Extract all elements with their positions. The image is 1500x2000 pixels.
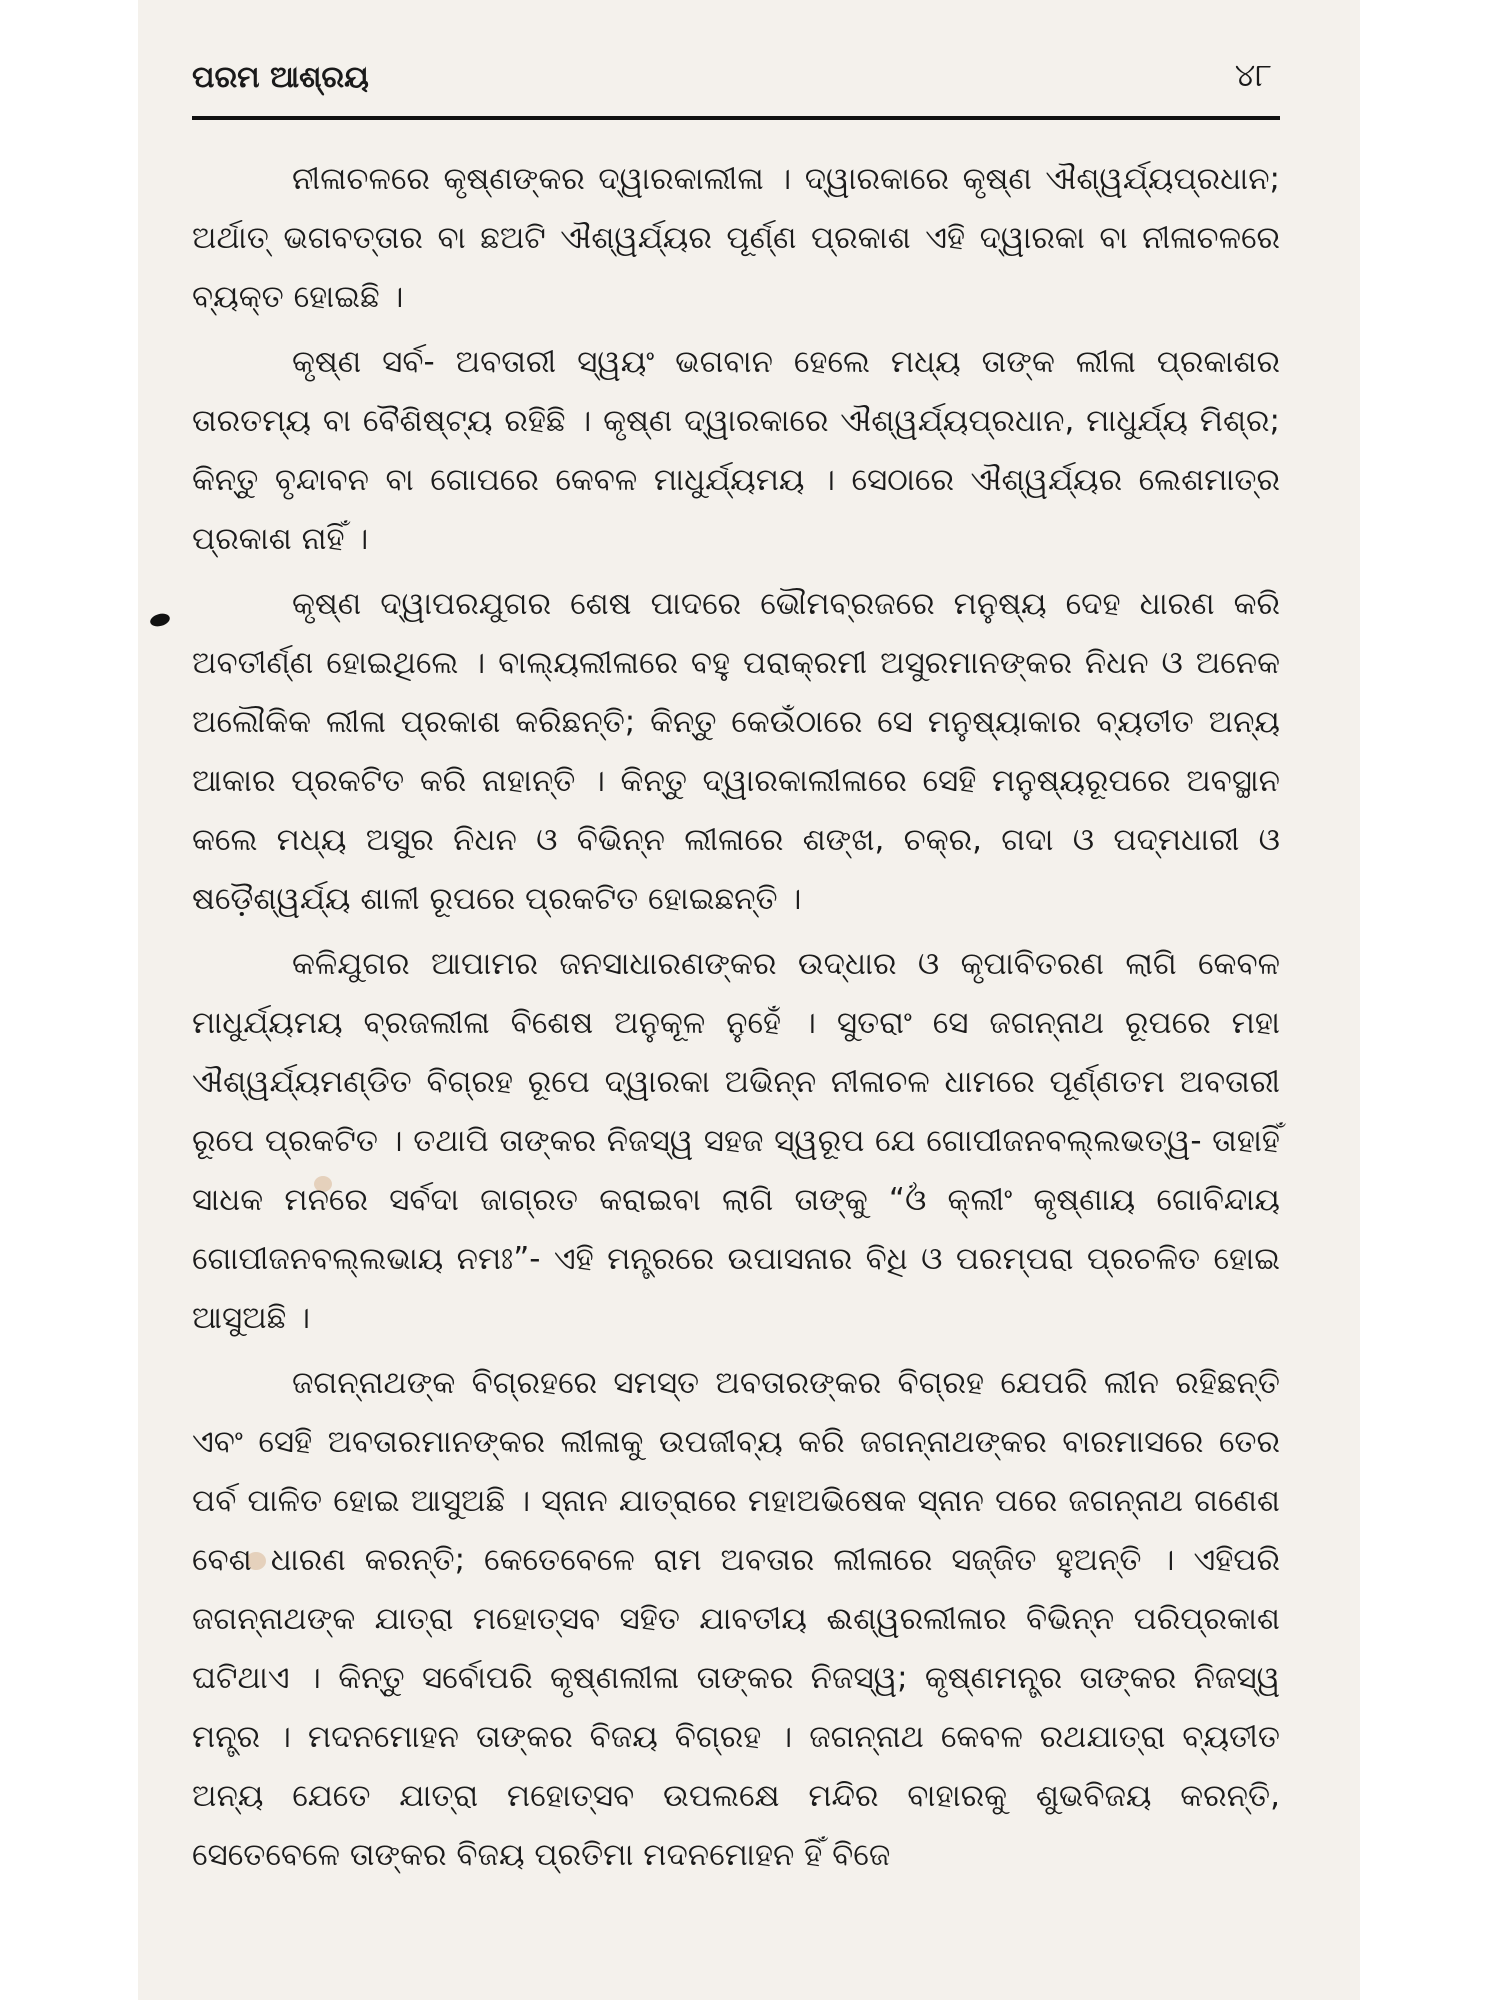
page-number: ୪୮ <box>1234 56 1272 94</box>
paragraph: କୃଷ୍ଣ ସର୍ବ- ଅବତାରୀ ସ୍ୱୟଂ ଭଗବାନ ହେଲେ ମଧ୍ୟ ତାଙ୍କ ଲୀଳା ପ୍ରକାଶର ତାରତମ୍ୟ ବା ବୈଶିଷ୍ଟ୍ୟ ରହିଛି । କୃଷ୍ଣ ଦ୍ୱାରକାରେ ଐଶ୍ୱର୍ଯ୍ୟପ୍ରଧାନ, ମାଧୁର୍ଯ୍ୟ ମିଶ୍ର; କିନ୍ତୁ ବୃନ୍ଦାବନ ବା ଗୋପରେ କେବଳ ମାଧୁର୍ଯ୍ୟମୟ । ସେଠାରେ ଐଶ୍ୱର୍ଯ୍ୟର ଲେଶମାତ୍ର ପ୍ରକାଶ ନାହିଁ । <box>192 344 1280 557</box>
paragraph: ଜଗନ୍ନାଥଙ୍କ ବିଗ୍ରହରେ ସମସ୍ତ ଅବତାରଙ୍କର ବିଗ୍ରହ ଯେପରି ଲୀନ ରହିଛନ୍ତି ଏବଂ ସେହି ଅବତାରମାନଙ୍କର ଲୀଳାକୁ ଉପଜୀବ୍ୟ କରି ଜଗନ୍ନାଥଙ୍କର ବାରମାସରେ ତେର ପର୍ବ ପାଳିତ ହୋଇ ଆସୁଅଛି । ସ୍ନାନ ଯାତ୍ରାରେ ମହାଅଭିଷେକ ସ୍ନାନ ପରେ ଜଗନ୍ନାଥ ଗଣେଶ ବେଶ ଧାରଣ କରନ୍ତି; କେତେବେଳେ ରାମ ଅବତାର ଲୀଳାରେ ସଜ୍ଜିତ ହୁଅନ୍ତି । ଏହିପରି ଜଗନ୍ନାଥଙ୍କ ଯାତ୍ରା ମହୋତ୍ସବ ସହିତ ଯାବତୀୟ ଈଶ୍ୱରଲୀଳାର ବିଭିନ୍ନ ପରିପ୍ରକାଶ ଘଟିଥାଏ । କିନ୍ତୁ ସର୍ବୋପରି କୃଷ୍ଣଲୀଳା ତାଙ୍କର ନିଜସ୍ୱ; କୃଷ୍ଣମନ୍ତ୍ର ତାଙ୍କର ନିଜସ୍ୱ ମନ୍ତ୍ର । ମଦନମୋହନ ତାଙ୍କର ବିଜୟ ବିଗ୍ରହ । ଜଗନ୍ନାଥ କେବଳ ରଥଯାତ୍ରା ବ୍ୟତୀତ ଅନ୍ୟ ଯେତେ ଯାତ୍ରା ମହୋତ୍ସବ ଉପଲକ୍ଷେ ମନ୍ଦିର ବାହାରକୁ ଶୁଭବିଜୟ କରନ୍ତି, ସେତେବେଳେ ତାଙ୍କର ବିଜୟ ପ୍ରତିମା ମଦନମୋହନ ହିଁ ବିଜେ <box>192 1365 1280 1873</box>
header-rule <box>192 116 1280 120</box>
running-header <box>192 52 1280 112</box>
paragraph: ନୀଳାଚଳରେ କୃଷ୍ଣଙ୍କର ଦ୍ୱାରକାଲୀଳା । ଦ୍ୱାରକାରେ କୃଷ୍ଣ ଐଶ୍ୱର୍ଯ୍ୟପ୍ରଧାନ; ଅର୍ଥାତ୍ ଭଗବତ୍ତାର ବା ଛଅଟି ଐଶ୍ୱର୍ଯ୍ୟର ପୂର୍ଣ୍ଣ ପ୍ରକାଶ ଏହି ଦ୍ୱାରକା ବା ନୀଳାଚଳରେ ବ୍ୟକ୍ତ ହୋଇଛି । <box>192 161 1280 315</box>
paragraph: କଳିଯୁଗର ଆପାମର ଜନସାଧାରଣଙ୍କର ଉଦ୍ଧାର ଓ କୃପାବିତରଣ ଲାଗି କେବଳ ମାଧୁର୍ଯ୍ୟମୟ ବ୍ରଜଲୀଳା ବିଶେଷ ଅନୁକୂଳ ନୁହେଁ । ସୁତରାଂ ସେ ଜଗନ୍ନାଥ ରୂପରେ ମହା ଐଶ୍ୱର୍ଯ୍ୟମଣ୍ଡିତ ବିଗ୍ରହ ରୂପେ ଦ୍ୱାରକା ଅଭିନ୍ନ ନୀଳାଚଳ ଧାମରେ ପୂର୍ଣ୍ଣତମ ଅବତାରୀ ରୂପେ ପ୍ରକଟିତ । ତଥାପି ତାଙ୍କର ନିଜସ୍ୱ ସହଜ ସ୍ୱରୂପ ଯେ ଗୋପୀଜନବଲ୍ଲଭତ୍ୱ- ତାହାହିଁ ସାଧକ ମନରେ ସର୍ବଦା ଜାଗ୍ରତ କରାଇବା ଲାଗି ତାଙ୍କୁ “ଓଁ କ୍ଲୀଂ କୃଷ୍ଣାୟ ଗୋବିନ୍ଦାୟ ଗୋପୀଜନବଲ୍ଲଭାୟ ନମଃ”- ଏହି ମନ୍ତ୍ରରେ ଉପାସନାର ବିଧି ଓ ପରମ୍ପରା ପ୍ରଚଳିତ ହୋଇ ଆସୁଅଛି । <box>192 946 1280 1336</box>
page-body <box>192 150 1280 1891</box>
paragraph: କୃଷ୍ଣ ଦ୍ୱାପରଯୁଗର ଶେଷ ପାଦରେ ଭୌମବ୍ରଜରେ ମନୁଷ୍ୟ ଦେହ ଧାରଣ କରି ଅବତୀର୍ଣ୍ଣ ହୋଇଥିଲେ । ବାଲ୍ୟଲୀଳାରେ ବହୁ ପରାକ୍ରମୀ ଅସୁରମାନଙ୍କର ନିଧନ ଓ ଅନେକ ଅଲୌକିକ ଲୀଳା ପ୍ରକାଶ କରିଛନ୍ତି; କିନ୍ତୁ କେଉଁଠାରେ ସେ ମନୁଷ୍ୟାକାର ବ୍ୟତୀତ ଅନ୍ୟ ଆକାର ପ୍ରକଟିତ କରି ନାହାନ୍ତି । କିନ୍ତୁ ଦ୍ୱାରକାଲୀଳାରେ ସେହି ମନୁଷ୍ୟରୂପରେ ଅବସ୍ଥାନ କଲେ ମଧ୍ୟ ଅସୁର ନିଧନ ଓ ବିଭିନ୍ନ ଲୀଳାରେ ଶଙ୍ଖ, ଚକ୍ର, ଗଦା ଓ ପଦ୍ମଧାରୀ ଓ ଷଡ଼ୈଶ୍ୱର୍ଯ୍ୟ ଶାଳୀ ରୂପରେ ପ୍ରକଟିତ ହୋଇଛନ୍ତି । <box>192 586 1280 917</box>
running-title: ପରମ ଆଶ୍ରୟ <box>192 60 369 95</box>
